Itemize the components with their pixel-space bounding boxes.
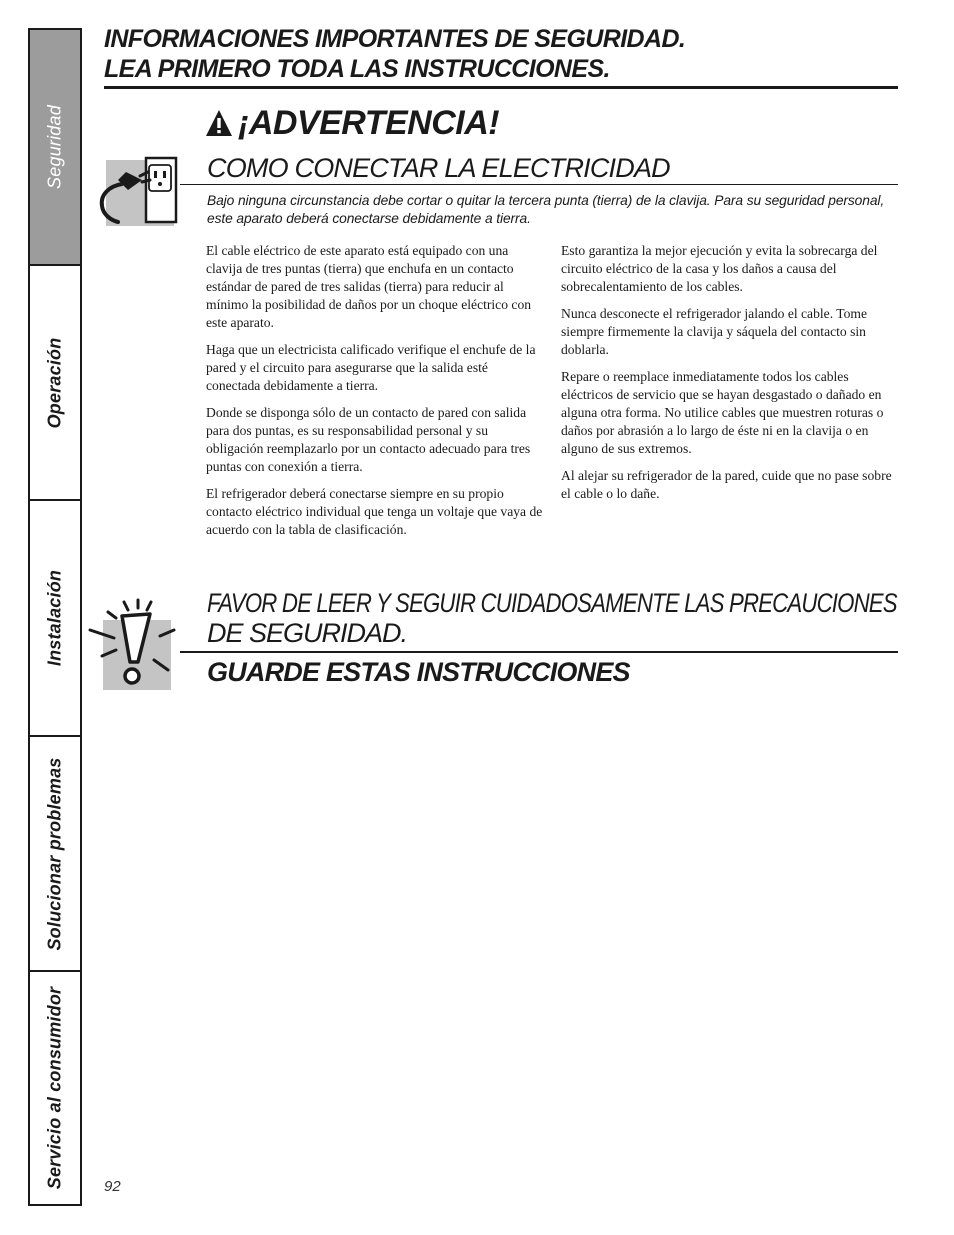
tab-servicio-al-consumidor[interactable] (30, 972, 80, 1204)
plug-outlet-icon (96, 150, 178, 230)
paragraph: Nunca desconecte el refrigerador jalando el cable. Tome siempre firmemente la clavija y sáquela del contacto sin doblarla. (561, 306, 868, 357)
tab-instalacion[interactable] (30, 501, 80, 737)
paragraph: Haga que un electricista calificado verifique el enchufe de la pared y el circuito para asegurarse que la salida esté conectada debidamente a tierra. (206, 342, 536, 393)
paragraph: Donde se disponga sólo de un contacto de pared con salida para dos puntas, es su responsabilidad personal y su obligación reemplazarlo por un contacto adecuado para tres puntas con conexión a tierra. (206, 405, 531, 474)
section-tabs (28, 28, 82, 1206)
section-divider (180, 184, 898, 185)
paragraph: Al alejar su refrigerador de la pared, cuide que no pase sobre el cable o lo dañe. (561, 468, 892, 501)
paragraph: Esto garantiza la mejor ejecución y evita la sobrecarga del circuito eléctrico de la casa y los daños a causa del sobrecalentamiento de los cables. (561, 243, 878, 294)
tab-operacion[interactable] (30, 266, 80, 501)
warning-triangle-icon (204, 107, 234, 139)
page-header (104, 24, 898, 84)
tab-label: Seguridad (44, 105, 65, 189)
tab-label: Operación (44, 337, 65, 428)
right-column (561, 242, 899, 512)
paragraph: El refrigerador deberá conectarse siempre en su propio contacto eléctrico individual que tenga un voltaje que vaya de acuerdo con la tabla de clasificación. (206, 486, 543, 537)
tab-label: Servicio al consumidor (44, 986, 65, 1190)
tab-label: Solucionar problemas (44, 756, 65, 951)
page-number: 92 (104, 1178, 121, 1195)
paragraph: Repare o reemplace inmediatamente todos los cables eléctricos de servicio que se hayan desgastado o dañado en alguna otra forma. No utilice cables que muestren roturas o daños por abrasión a lo largo de éste ni en la clavija o en alguno de sus extremos. (561, 369, 884, 456)
left-column (206, 242, 544, 548)
save-instructions-title: GUARDE ESTAS INSTRUCCIONES (207, 657, 630, 687)
precautions-line-2: DE SEGURIDAD. (207, 618, 408, 648)
header-line-2: LEA PRIMERO TODA LAS INSTRUCCIONES. (104, 55, 610, 83)
exclamation-alert-icon (88, 598, 180, 692)
paragraph: El cable eléctrico de este aparato está equipado con una clavija de tres puntas (tierra) que enchufa en un contacto estándar de pared de tres salidas (tierra) para reducir al mínimo la posibilidad de daños por un choque eléctrico con este aparato. (206, 243, 532, 330)
section-intro: Bajo ninguna circunstancia debe cortar o quitar la tercera punta (tierra) de la clavija. Para su seguridad personal, este aparato deberá conectarse debidamente a tierra. (207, 193, 885, 226)
tab-solucionar-problemas[interactable] (30, 737, 80, 972)
precautions-notice (207, 588, 907, 648)
warning-title: ¡ADVERTENCIA! (238, 104, 500, 142)
closing-divider (180, 651, 898, 653)
tab-label: Instalación (44, 569, 65, 667)
section-title: COMO CONECTAR LA ELECTRICIDAD (207, 153, 670, 183)
header-divider (104, 86, 898, 89)
warning-heading (204, 103, 499, 143)
tab-seguridad[interactable] (30, 30, 80, 266)
precautions-line-1: FAVOR DE LEER Y SEGUIR CUIDADOSAMENTE LAS PRECAUCIONES (207, 588, 897, 618)
header-line-1: INFORMACIONES IMPORTANTES DE SEGURIDAD. (104, 25, 686, 53)
